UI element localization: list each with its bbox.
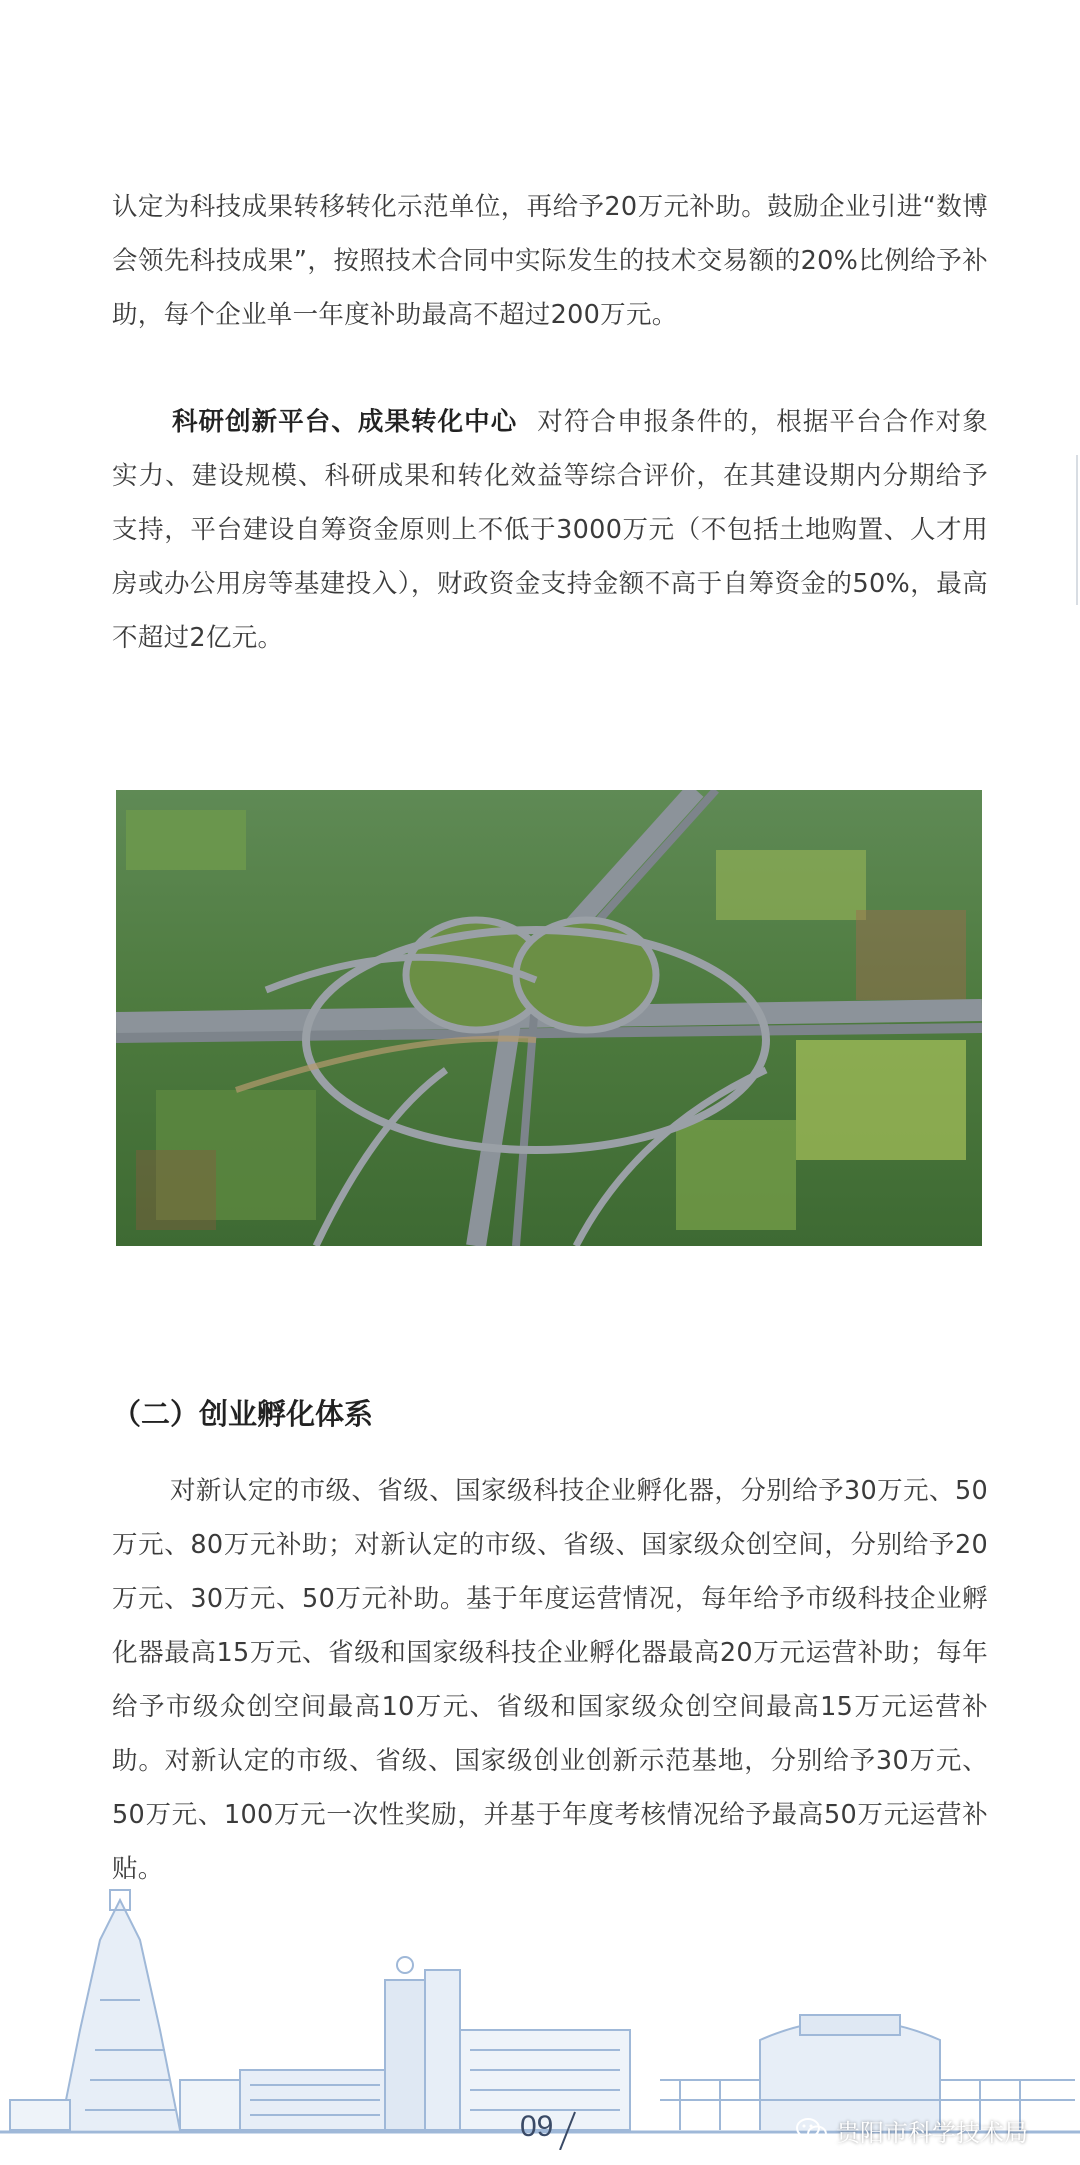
paragraph-body: 对符合申报条件的，根据平台合作对象实力、建设规模、科研成果和转化效益等综合评价，在其建设期内分期给予支持，平台建设自筹资金原则上不低于3000万元（不包括土地购置、人才用房或办公用房等基建投入），财政资金支持金额不高于自筹资金的50%，最高不超过2亿元。 — [112, 407, 988, 653]
watermark-text: 贵阳市科学技术局 — [836, 2119, 1028, 2147]
wechat-watermark — [796, 2113, 1028, 2148]
section-title: （二）创业孵化体系 — [112, 1397, 374, 1431]
page-number: 09 — [520, 2110, 554, 2143]
edge-divider — [1076, 455, 1078, 605]
paragraph-research-platform — [112, 395, 988, 665]
paragraph-tech-transfer: 认定为科技成果转移转化示范单位，再给予20万元补助。鼓励企业引进“数博会领先科技成果”，按照技术合同中实际发生的技术交易额的20%比例给予补助，每个企业单一年度补助最高不超过200万元。 — [112, 192, 988, 330]
paragraph-incubation: 对新认定的市级、省级、国家级科技企业孵化器，分别给予30万元、50万元、80万元补助；对新认定的市级、省级、国家级众创空间，分别给予20万元、30万元、50万元补助。基于年度运营情况，每年给予市级科技企业孵化器最高15万元、省级和国家级科技企业孵化器最高20万元运营补助；每年给予市级众创空间最高10万元、省级和国家级众创空间最高15万元运营补助。对新认定的市级、省级、国家级创业创新示范基地，分别给予30万元、50万元、100万元一次性奖励，并基于年度考核情况给予最高50万元运营补贴。 — [112, 1476, 988, 1884]
highway-interchange-photo — [116, 790, 982, 1246]
paragraph-lead-heading: 科研创新平台、成果转化中心 — [172, 407, 518, 437]
wechat-icon — [796, 2117, 828, 2145]
